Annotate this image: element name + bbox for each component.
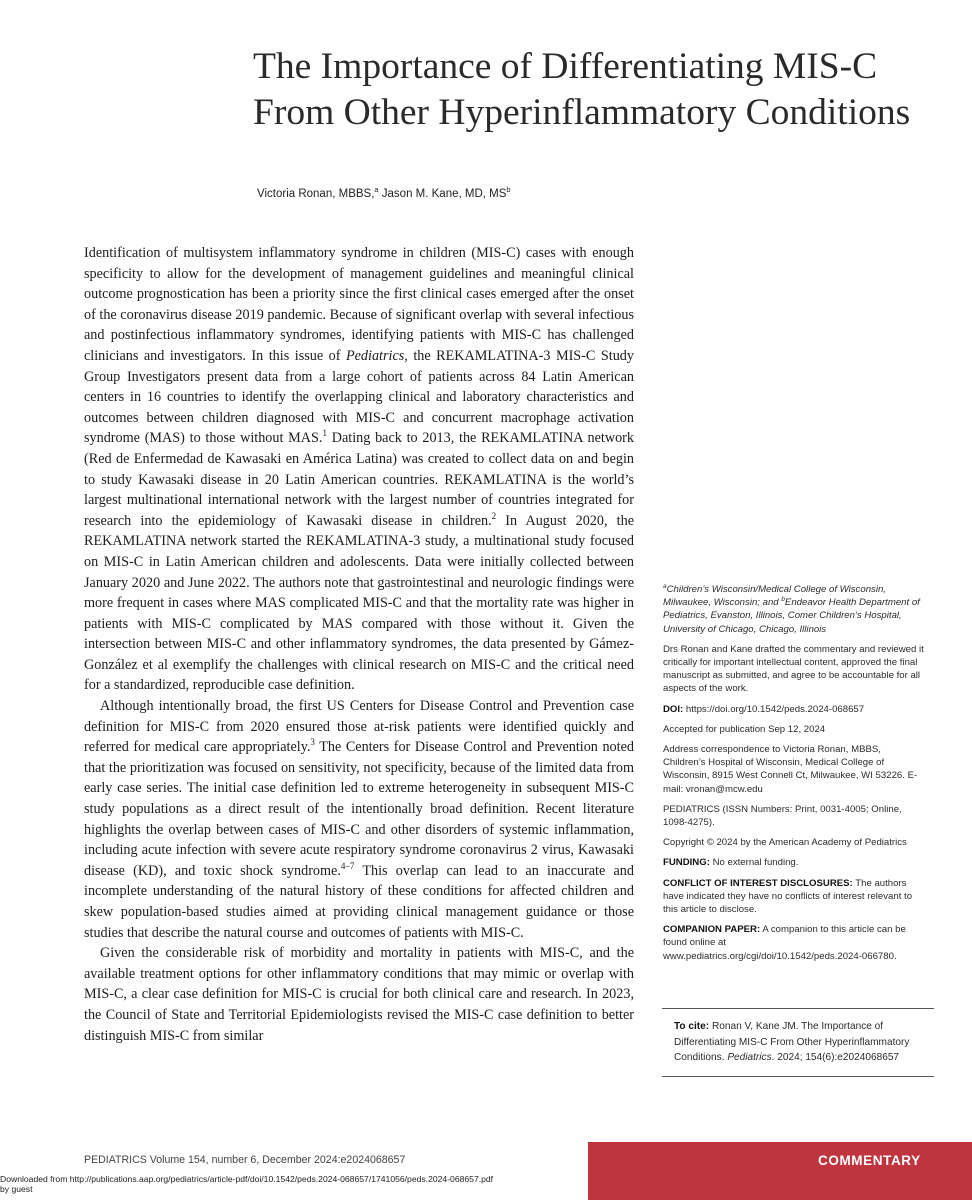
reference-3[interactable]: 3 xyxy=(310,737,315,748)
paragraph-1: Identification of multisystem inflammatory syndrome in children (MIS-C) cases with enough specificity to allow for the development of management guidelines and meaningful clinical outcome prognostication has been a priority since the first clinical cases emerged after the onset of the coronavirus disease 2019 pandemic. Because of significant overlap with several infectious and postinfectious inflammatory syndromes, identifying patients with MIS-C has challenged clinicians and investigators. In this issue of Pediatrics, the REKAMLATINA-3 MIS-C Study Group Investigators present data from a large cohort of patients across 84 Latin American centers in 16 countries to identify the overlapping clinical and laboratory characteristics and outcomes between children diagnosed with MIS-C and concurrent macrophage activation syndrome (MAS) to those without MAS.$^1$ Dating back to 2013, the REKAMLATINA network (Red de Enfermedad de Kawasaki en América Latina) was created to collect data on and begin to study Kawasaki disease in 20 Latin American countries. REKAMLATINA is the world’s largest multinational international network with the largest number of countries integrated for research into the epidemiology of Kawasaki disease in children.$^2$ In August 2020, the REKAMLATINA network started the REKAMLATINA-3 study, a multinational study focused on MIS-C in Latin American children and adolescents. Data were initially collected between January 2020 and June 2022. The authors note that gastrointestinal and neurologic findings were more frequent in cases where MAS complicated MIS-C and that the mortality rate was higher in patients with MIS-C complicated by MAS compared with those without it. Given the intersection between MIS-C and other inflammatory syndromes, the data presented by Gámez-González et al exemplify the challenges with clinical research on MIS-C and the critical need for a standardized, reproducible case definition. xyxy=(84,245,635,694)
doi-link[interactable]: https://doi.org/10.1542/peds.2024-068657 xyxy=(683,703,865,715)
reference-2[interactable]: 2 xyxy=(491,510,497,521)
article-sidebar xyxy=(663,583,925,970)
accepted-date: Accepted for publication Sep 12, 2024 xyxy=(663,723,826,735)
section-band xyxy=(588,1142,972,1200)
author-line xyxy=(257,185,897,200)
download-url[interactable]: Downloaded from http://publications.aap.org/pediatrics/article-pdf/doi/10.1542/peds.2024-068657/1741056/peds.2024-068657.pdf xyxy=(0,1174,494,1184)
correspondence-address: Address correspondence to Victoria Ronan, MBBS, Children’s Hospital of Wisconsin, Medical College of Wisconsin, 8915 West Connell Ct, Milwaukee, WI 53226. E-mail: vronan@mcw.edu xyxy=(663,744,918,795)
paragraph-3: Given the considerable risk of morbidity and mortality in patients with MIS-C, and the available treatment options for other inflammatory conditions that may mimic or overlap with MIS-C, a clear case definition for MIS-C is crucial for both clinical care and research. In 2023, the Council of State and Territorial Epidemiologists revised the MIS-C case definition to better distinguish MIS-C from similar xyxy=(84,945,634,1044)
citation-box: To cite: Ronan V, Kane JM. The Importance of Differentiating MIS-C From Other Hyperinflammatory Conditions. Pediatrics. 2024; 154(6):e2024068657 xyxy=(662,1008,934,1077)
article-body xyxy=(84,243,634,1046)
article-title: The Importance of Differentiating MIS-C From Other Hyperinflammatory Conditions xyxy=(253,46,911,133)
companion-paper: COMPANION PAPER: A companion to this article can be found online at www.pediatrics.org/cgi/doi/10.1542/peds.2024-066780. xyxy=(663,924,906,962)
conflict-of-interest: CONFLICT OF INTEREST DISCLOSURES: The authors have indicated they have no conflicts of interest relevant to this article to disclose. xyxy=(663,877,913,916)
author-ronan: Victoria Ronan, MBBS, xyxy=(257,187,375,200)
journal-name: Pediatrics xyxy=(345,347,405,364)
author-kane: Jason M. Kane, MD, MS xyxy=(378,187,507,200)
section-label: COMMENTARY xyxy=(818,1153,921,1168)
affiliation-marker-a: a xyxy=(374,185,379,194)
affiliation-marker-b: b xyxy=(506,185,511,194)
doi: DOI: https://doi.org/10.1542/peds.2024-068657 xyxy=(663,703,865,715)
affiliations: $^a$Children’s Wisconsin/Medical College of Wisconsin, Milwaukee, Wisconsin; and $^b$Endeavor Health Department of Pediatrics, Evanston, Illinois, Comer Children’s Hospital, University of Chicago, Chicago, Illinois xyxy=(663,583,920,635)
reference-4-7[interactable]: 4–7 xyxy=(340,860,355,871)
funding: FUNDING: No external funding. xyxy=(663,857,799,869)
reference-1[interactable]: 1 xyxy=(322,428,327,439)
download-by: by guest xyxy=(0,1184,33,1194)
paragraph-2: Although intentionally broad, the first US Centers for Disease Control and Prevention case definition for MIS-C from 2020 ensured those at-risk patients were identified quickly and referred for medical care appropriately.$^3$ The Centers for Disease Control and Prevention noted that the prioritization was focused on sensitivity, not specificity, because of the limited data from early case series. The initial case definition led to extreme heterogeneity in subsequent MIS-C study populations as a direct result of the intentionally broad definition. Recent literature highlights the overlap between cases of MIS-C and other disorders of systemic inflammation, including acute infection with severe acute respiratory syndrome coronavirus 2 virus, Kawasaki disease (KD), and toxic shock syndrome.$^{4-7}$ This overlap can lead to an inaccurate and incomplete understanding of the natural history of these conditions for affected children and skew population-based studies aimed at providing clinical management guidance or those studies that describe the natural course and outcomes of patients with MIS-C. xyxy=(84,698,634,941)
footer-journal-line: PEDIATRICS Volume 154, number 6, December 2024:e2024068657 xyxy=(84,1154,406,1166)
author-contributions: Drs Ronan and Kane drafted the commentary and reviewed it critically for important intellectual content, approved the final manuscript as submitted, and agree to be accountable for all aspects of the work. xyxy=(663,643,924,695)
issn: PEDIATRICS (ISSN Numbers: Print, 0031-4005; Online, 1098-4275). xyxy=(663,803,902,829)
download-notice xyxy=(0,1174,590,1194)
copyright: Copyright © 2024 by the American Academy of Pediatrics xyxy=(663,837,907,849)
